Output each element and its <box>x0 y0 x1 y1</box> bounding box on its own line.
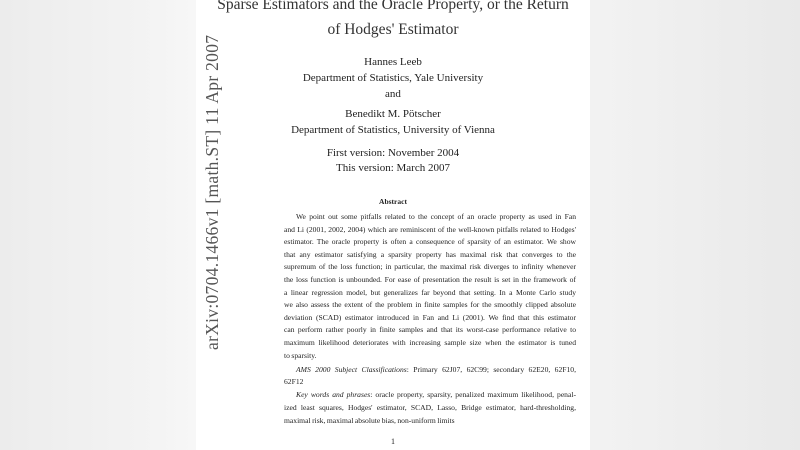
first-version: First version: November 2004 <box>326 147 460 159</box>
ams-label: AMS 2000 Subject Classifications <box>296 365 407 374</box>
keywords-line-3: maximal risk, maximal absolute bias, non-uniform limits <box>284 416 455 425</box>
abstract-heading: Abstract <box>379 197 407 206</box>
affiliation-2: Department of Statistics, University of Vienna <box>291 124 495 136</box>
this-version: This version: March 2007 <box>336 162 450 174</box>
page-number: 1 <box>391 437 395 446</box>
abstract-line: maximum likelihood deteriorates with increasing sample size when the estimator is tuned <box>284 338 576 347</box>
abstract-line: to sparsity. <box>284 350 317 360</box>
affiliation-1: Department of Statistics, Yale University <box>302 72 484 84</box>
keywords-line-1 <box>284 390 576 400</box>
abstract-line: the loss function is unbounded. For ease of presentation the result is set in the framework of <box>284 275 576 284</box>
abstract-line: estimator. The oracle property is often a consequence of sparsity of an estimator. We show <box>284 237 576 247</box>
abstract-line: and Li (2001, 2002, 2004) which are reminiscent of the well-known pitfalls related to Hodges' <box>284 224 576 234</box>
abstract-line: a linear regression model, but generalizes far beyond that setting. In a Monte Carlo study <box>284 287 576 297</box>
arxiv-identifier: arXiv:0704.1466v1 [math.ST] 11 Apr 2007 <box>202 34 222 350</box>
keywords-line-2: ized least squares, Hodges' estimator, SCAD, Lasso, Bridge estimator, hard-thresholding, <box>284 403 576 412</box>
abstract-line: deviation (SCAD) estimator introduced in Fan and Li (2001). We find that this estimator <box>284 312 576 322</box>
and-text: and <box>385 88 401 100</box>
author-1: Hannes Leeb <box>364 56 422 68</box>
title-line-1: Sparse Estimators and the Oracle Property, or the Return <box>217 0 569 13</box>
abstract-line: that any estimator satisfying a sparsity property has maximal risk that converges to the <box>284 249 576 259</box>
author-2: Benedikt M. Pötscher <box>345 108 441 120</box>
keywords-label: Key words and phrases <box>296 390 371 399</box>
ams-line-1 <box>284 365 576 375</box>
ams-line-2: 62F12 <box>284 377 304 386</box>
abstract-line: We point out some pitfalls related to the concept of an oracle property as used in Fan <box>296 212 576 221</box>
abstract-line: can perform rather poorly in finite samples and that its worst-case performance relative to <box>284 325 576 335</box>
keywords-text: : oracle property, sparsity, penalized maximum likelihood, penal- <box>370 390 576 399</box>
abstract-line: supremum of the loss function; in particular, the maximal risk diverges to infinity whenever <box>284 262 576 272</box>
title-line-2: of Hodges' Estimator <box>327 21 459 38</box>
ams-text: : Primary 62J07, 62C99; secondary 62E20, 62F10, <box>406 365 576 374</box>
abstract-line: we also assess the extent of the problem in finite samples for the smoothly clipped absolute <box>284 300 576 310</box>
